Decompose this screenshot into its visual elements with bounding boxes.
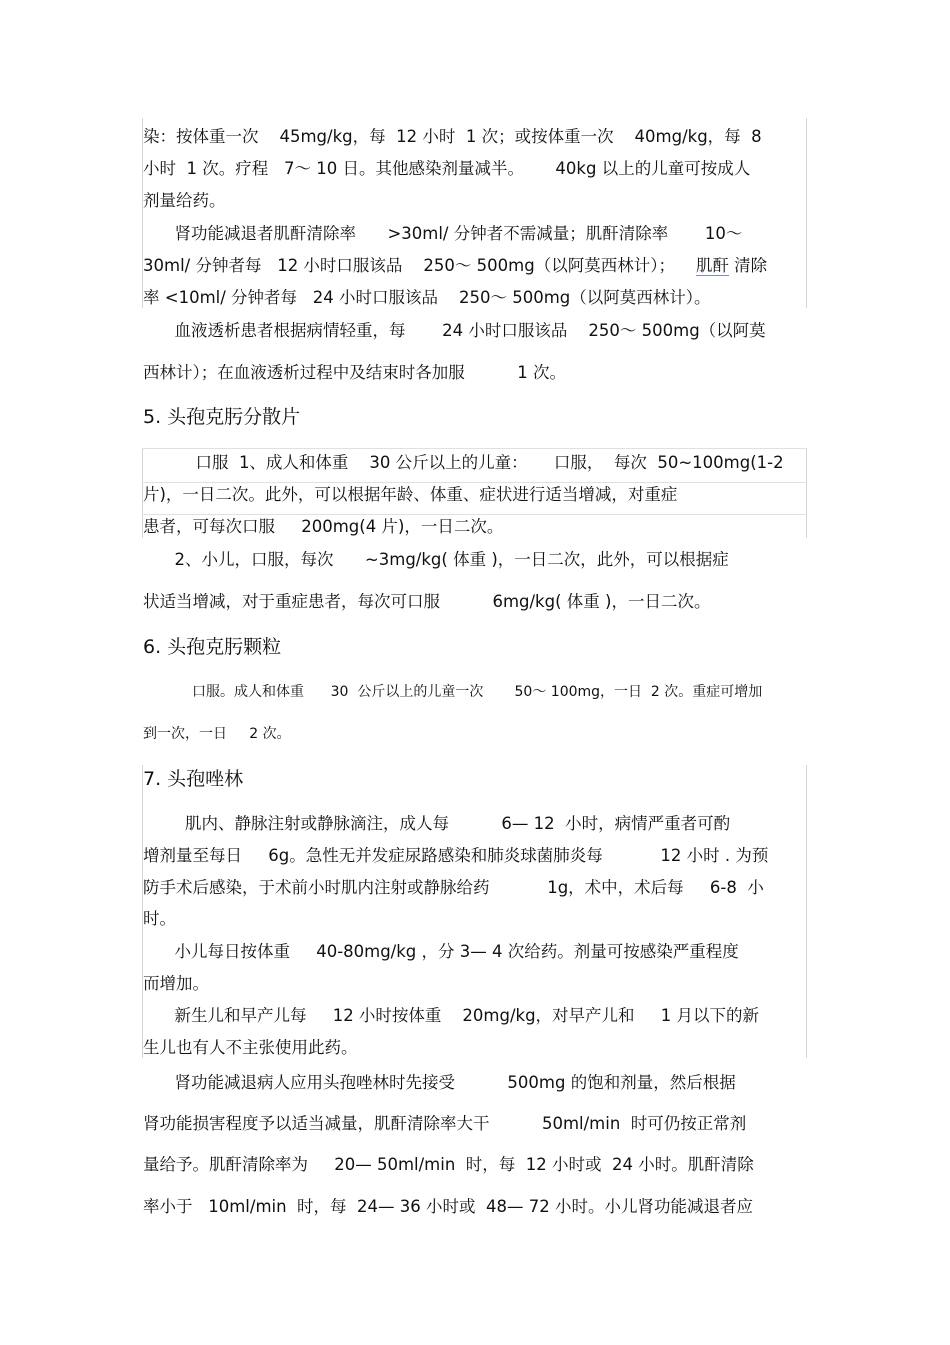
intro-line-6: 率 <10ml/ 分钟者每 24 小时口服该品 250～ 500mg（以阿莫西林计）。 — [143, 288, 711, 307]
intro-line-5-tail: 清除 — [728, 256, 768, 275]
section7-line-4: 时。 — [143, 909, 176, 928]
section7-line-5: 小儿每日按体重 40-80mg/kg ，分 3— 4 次给药。剂量可按感染严重程度 — [143, 942, 739, 961]
scan-border-right-bottom — [806, 765, 807, 1058]
section5-line-2: 片)，一日二次。此外，可以根据年龄、体重、症状进行适当增减，对重症 — [143, 485, 678, 504]
intro-line-1: 染：按体重一次 45mg/kg，每 12 小时 1 次；或按体重一次 40mg/kg，每 8 — [143, 127, 762, 146]
section6-title: 6. 头孢克肟颗粒 — [143, 636, 282, 658]
scan-border-right-top — [806, 118, 807, 308]
section7-line-10: 肾功能损害程度予以适当减量，肌酐清除率大干 50ml/min 时可仍按正常剂 — [143, 1114, 747, 1133]
section6-line-1: 口服。成人和体重 30 公斤以上的儿童一次 50～ 100mg，一日 2 次。重症可增加 — [143, 684, 763, 700]
section7-line-3: 防手术后感染，于术前小时肌内注射或静脉给药 1g，术中，术后每 6-8 小 — [143, 878, 764, 897]
section7-line-11: 量给予。肌酐清除率为 20— 50ml/min 时，每 12 小时或 24 小时。肌酐清除 — [143, 1155, 754, 1174]
intro-line-7: 血液透析患者根据病情轻重，每 24 小时口服该品 250～ 500mg（以阿莫 — [143, 321, 766, 340]
section5-title: 5. 头孢克肟分散片 — [143, 406, 301, 428]
scan-rule-3 — [142, 514, 807, 515]
section7-title: 7. 头孢唑林 — [143, 768, 244, 790]
intro-line-5 — [143, 256, 767, 276]
underlined-term: 肌酐 — [695, 256, 729, 275]
section7-line-2: 增剂量至每日 6g。急性无并发症尿路感染和肺炎球菌肺炎每 12 小时 . 为预 — [143, 846, 769, 865]
section7-line-8: 生儿也有人不主张使用此药。 — [143, 1038, 358, 1057]
intro-line-3: 剂量给药。 — [143, 191, 226, 210]
scan-border-right-mid — [806, 448, 807, 538]
section7-line-6: 而增加。 — [143, 974, 209, 993]
section6-line-2: 到一次，一日 2 次。 — [143, 726, 291, 742]
section7-line-9: 肾功能减退病人应用头孢唑林时先接受 500mg 的饱和剂量，然后根据 — [143, 1073, 736, 1092]
section7-line-12: 率小于 10ml/min 时，每 24— 36 小时或 48— 72 小时。小儿肾功能减退者应 — [143, 1197, 753, 1216]
section5-line-3: 患者，可每次口服 200mg(4 片)，一日二次。 — [143, 517, 504, 536]
section5-line-4: 2、小儿，口服，每次 ~3mg/kg( 体重 )，一日二次，此外，可以根据症 — [143, 550, 729, 569]
section5-line-5: 状适当增减，对于重症患者，每次可口服 6mg/kg( 体重 )，一日二次。 — [143, 592, 711, 611]
intro-line-5-text: 30ml/ 分钟者每 12 小时口服该品 250～ 500mg（以阿莫西林计）； — [143, 256, 675, 275]
scan-rule-2 — [142, 482, 807, 483]
scan-rule-1 — [142, 448, 807, 449]
intro-line-2: 小时 1 次。疗程 7～ 10 日。其他感染剂量减半。 40kg 以上的儿童可按成人 — [143, 159, 751, 178]
intro-line-8: 西林计）；在血液透析过程中及结束时各加服 1 次。 — [143, 363, 566, 382]
intro-line-4: 肾功能减退者肌酐清除率 >30ml/ 分钟者不需减量；肌酐清除率 10～ — [143, 224, 743, 243]
section5-line-1: 口服 1、成人和体重 30 公斤以上的儿童： 口服， 每次 50~100mg(1-2 — [143, 453, 784, 472]
section7-line-1: 肌内、静脉注射或静脉滴注，成人每 6— 12 小时，病情严重者可酌 — [143, 814, 731, 833]
section7-line-7: 新生儿和早产儿每 12 小时按体重 20mg/kg，对早产儿和 1 月以下的新 — [143, 1006, 760, 1025]
